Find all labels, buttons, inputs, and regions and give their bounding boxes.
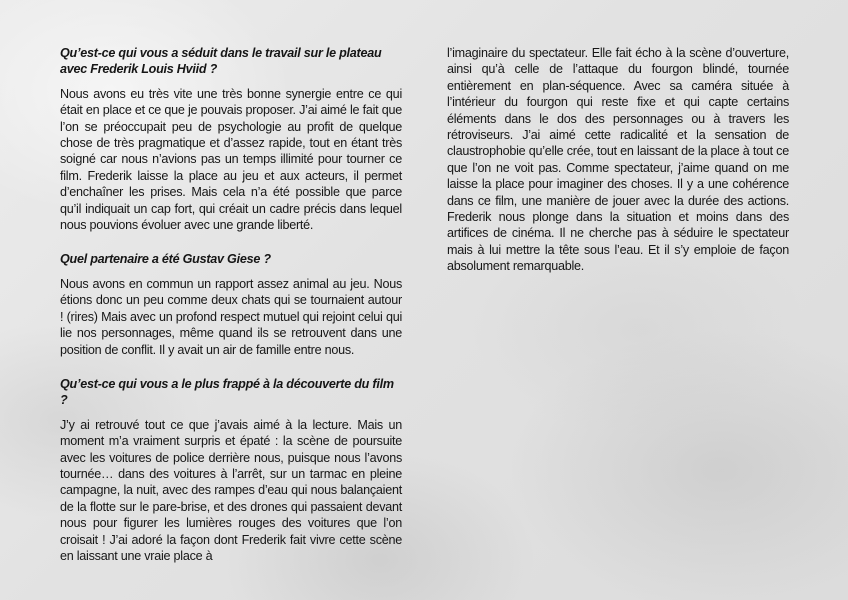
answer-3-continued: l’imaginaire du spectateur. Elle fait écho à la scène d’ouverture, ainsi qu’à celle de l’attaque du fourgon blindé, tournée entièrement en plan-séquence. Avec sa caméra située à l’intérieur du fourgon qui reste fixe et qui capte certains éléments dans le dos des personnages ou à travers les rétroviseurs. J’ai aimé cette radicalité et la sensation de claustrophobie qu’elle crée, tout en laissant de la place à tout ce que l’on ne voit pas. Comme spectateur, j’aime quand on me laisse la place pour imaginer des choses. Il y a une cohérence dans ce film, une manière de jouer avec la durée des actions. Frederik nous plonge dans la situation et moins dans des artifices de cinéma. Il ne cherche pas à séduire le spectateur mais à lui mettre la tête sous l’eau. Et il s’y emploie de façon absolument remarquable. [447, 46, 789, 274]
question-3: Qu’est-ce qui vous a le plus frappé à la découverte du film ? [60, 376, 394, 408]
question-1: Qu’est-ce qui vous a séduit dans le travail sur le plateau avec Frederik Louis Hviid ? [60, 46, 382, 77]
answer-3: J’y ai retrouvé tout ce que j’avais aimé à la lecture. Mais un moment m’a vraiment surpris et épaté : la scène de poursuite avec les voitures de police derrière nous, puisque nous l’avons tournée… dans des voitures à l’arrêt, sur un tarmac en pleine campagne, la nuit, avec des rampes d’eau qui nous balançaient de la flotte sur le pare-brise, et des drones qui passaient devant nous pour figurer les lumières rouges des voitures que l’on croisait ! J’ai adoré la façon dont Frederik fait vivre cette scène en laissant une vraie place à [60, 417, 402, 563]
question-2: Quel partenaire a été Gustav Giese ? [60, 252, 271, 267]
answer-2: Nous avons en commun un rapport assez animal au jeu. Nous étions donc un peu comme deux chats qui se tournaient autour ! (rires) Mais avec un profond respect mutuel qui rejoint celui qui lie nos personnages, même quand ils se retrouvent dans une position de conflit. Il y avait un air de famille entre nous. [60, 276, 402, 357]
right-column [447, 45, 789, 285]
answer-1: Nous avons eu très vite une très bonne synergie entre ce qui était en place et ce que je pouvais proposer. J’ai aimé le fait que l’on se préoccupait peu de psychologie au profit de quelque chose de très pragmatique et d’assez rapide, tout en étant très soigné car nous n’avions pas un temps illimité pour tourner ce film. Frederik laisse la place au jeu et aux acteurs, il permet d’enchaîner les prises. Mais cela n’a été possible que parce qu’il indiquait un cap fort, qui créait un cadre précis dans lequel nous pouvions évoluer avec une grande liberté. [60, 86, 402, 233]
left-column [60, 45, 402, 574]
